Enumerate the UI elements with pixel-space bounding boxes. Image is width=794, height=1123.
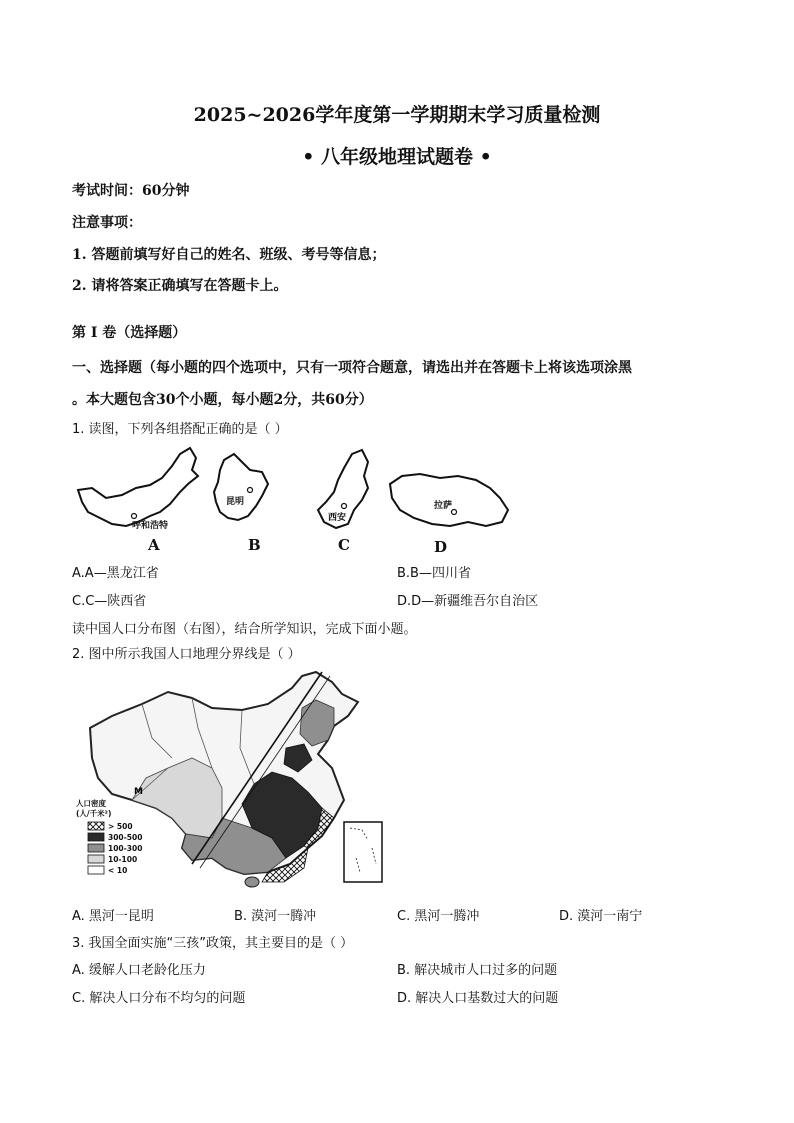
question-2-option-c: C. 黑河一腾冲 [397,909,480,924]
province-map-d [390,474,508,555]
map-legend [76,798,142,875]
legend-swatch [88,866,104,874]
question-1-option-d: D.D—新疆维吾尔自治区 [397,594,539,609]
notice-item-1: 1. 答题前填写好自己的姓名、班级、考号等信息； [72,247,386,263]
legend-title: 人口密度 [76,799,106,808]
province-map-a [78,448,198,554]
question-2-option-a: A. 黑河一昆明 [72,909,154,924]
map-label-d: D [434,538,448,555]
question-2-intro: 读中国人口分布图（右图），结合所学知识，完成下面小题。 [72,622,417,637]
province-outline-maps [72,440,532,555]
question-3-option-d: D. 解决人口基数过大的问题 [397,991,559,1006]
city-label-a: 呼和浩特 [132,521,169,531]
page-title: 2025~2026学年度第一学期期末学习质量检测 [193,104,601,126]
legend-swatch [88,833,104,841]
legend-swatch [88,844,104,852]
legend-label: < 10 [108,866,128,875]
province-map-b [214,454,268,554]
page-subtitle: • 八年级地理试题卷 • [302,146,492,168]
population-density-map [72,668,392,896]
question-3-option-b: B. 解决城市人口过多的问题 [397,963,558,978]
notice-heading: 注意事项： [72,215,142,231]
legend-swatch [88,822,104,830]
section-title: 第 I 卷（选择题） [72,325,187,341]
question-3-stem: 3. 我国全面实施“三孩”政策，其主要目的是（ ） [72,936,354,951]
city-label-d: 拉萨 [434,501,453,511]
legend-label: 10-100 [108,855,138,864]
question-2-option-b: B. 漠河一腾冲 [234,909,317,924]
question-1-option-c: C.C—陕西省 [72,594,147,609]
map-label-b: B [248,536,261,554]
section-instruction-line1: 一、选择题（每小题的四个选项中，只有一项符合题意，请选出并在答题卡上将该选项涂黑 [72,360,632,376]
question-3-option-c: C. 解决人口分布不均匀的问题 [72,991,246,1006]
exam-time: 考试时间：60分钟 [72,183,190,199]
legend-label: > 500 [108,822,133,831]
map-marker-m: M [134,787,143,797]
legend-unit: (人/千米²) [76,809,112,818]
legend-label: 100-300 [108,844,143,853]
province-map-c [318,450,368,554]
question-2-stem: 2. 图中所示我国人口地理分界线是（ ） [72,647,301,662]
notice-item-2: 2. 请将答案正确填写在答题卡上。 [72,278,288,294]
question-2-option-d: D. 漠河一南宁 [559,909,643,924]
legend-label: 300-500 [108,833,143,842]
map-label-a: A [148,536,160,554]
section-instruction-line2: 。本大题包含30个小题，每小题2分，共60分） [72,392,373,408]
city-label-c: 西安 [328,513,347,523]
question-1-stem: 1. 读图，下列各组搭配正确的是（ ） [72,422,288,437]
question-3-option-a: A. 缓解人口老龄化压力 [72,963,206,978]
question-1-option-a: A.A—黑龙江省 [72,566,159,581]
legend-swatch [88,855,104,863]
map-label-c: C [338,536,350,554]
city-label-b: 昆明 [226,497,245,507]
question-1-option-b: B.B—四川省 [397,566,471,581]
